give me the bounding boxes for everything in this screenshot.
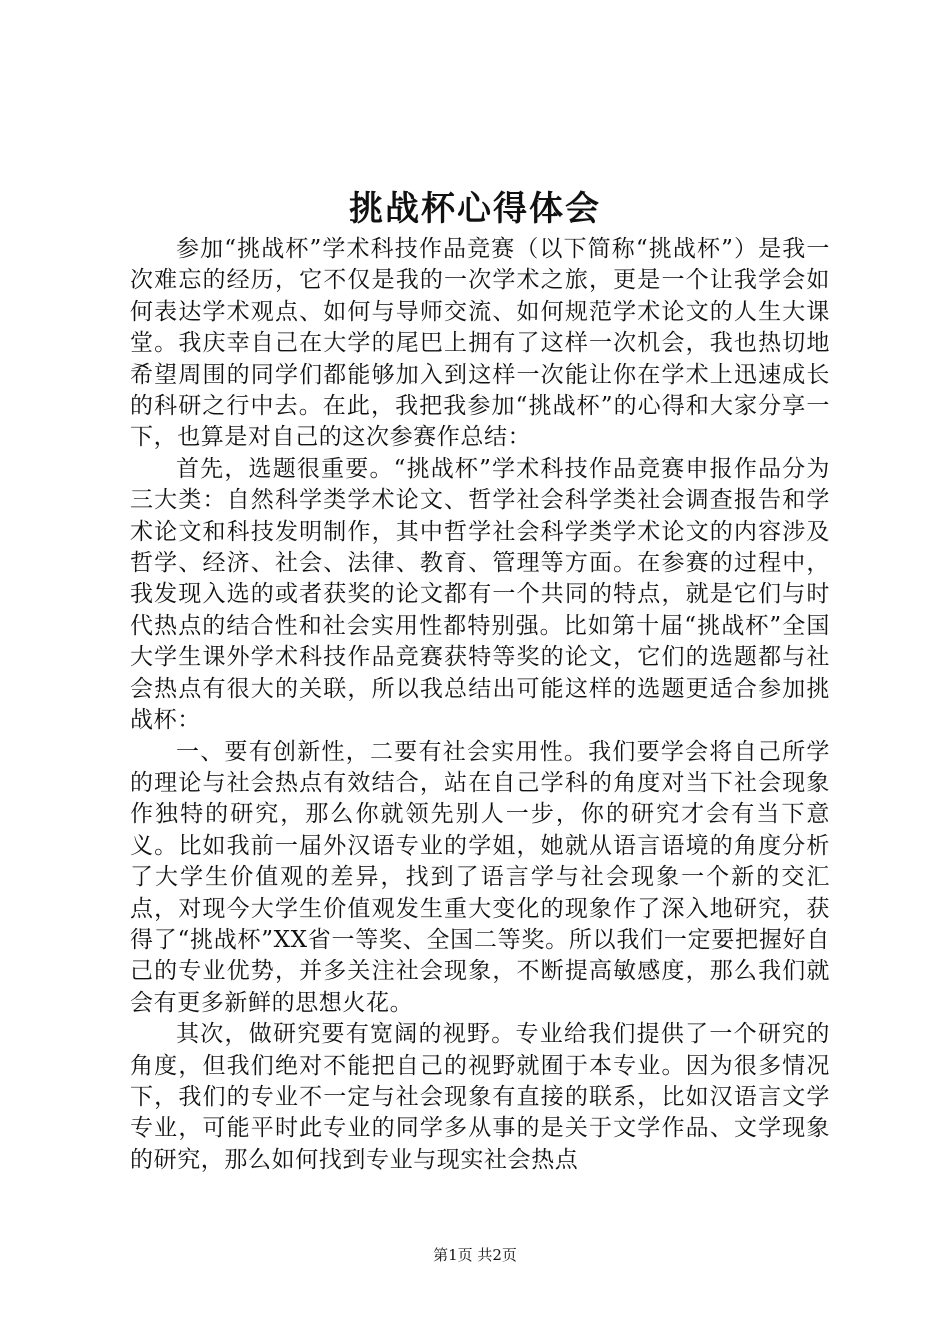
paragraph-4: 其次，做研究要有宽阔的视野。专业给我们提供了一个研究的角度，但我们绝对不能把自己的视野就囿于本专业。因为很多情况下，我们的专业不一定与社会现象有直接的联系，比如汉语言文学专业，可能平时此专业的同学多从事的是关于文学作品、文学现象的研究，那么如何找到专业与现实社会热点 — [130, 1021, 830, 1173]
page-footer: 第1页 共2页 — [433, 1246, 517, 1264]
paragraph-1: 参加“挑战杯”学术科技作品竞赛（以下简称“挑战杯”）是我一次难忘的经历，它不仅是我的一次学术之旅，更是一个让我学会如何表达学术观点、如何与导师交流、如何规范学术论文的人生大课堂。我庆幸自己在大学的尾巴上拥有了这样一次机会，我也热切地希望周围的同学们都能够加入到这样一次能让你在学术上迅速成长的科研之行中去。在此，我把我参加“挑战杯”的心得和大家分享一下，也算是对自己的这次参赛作总结： — [130, 236, 830, 451]
document-title: 挑战杯心得体会 — [349, 189, 601, 229]
paragraph-3: 一、要有创新性，二要有社会实用性。我们要学会将自己所学的理论与社会热点有效结合，站在自己学科的角度对当下社会现象作独特的研究，那么你就领先别人一步，你的研究才会有当下意义。比如我前一届外汉语专业的学姐，她就从语言语境的角度分析了大学生价值观的差异，找到了语言学与社会现象一个新的交汇点，对现今大学生价值观发生重大变化的现象作了深入地研究，获得了“挑战杯”XX省一等奖、全国二等奖。所以我们一定要把握好自己的专业优势，并多关注社会现象，不断提高敏感度，那么我们就会有更多新鲜的思想火花。 — [130, 738, 830, 1016]
paragraph-2: 首先，选题很重要。“挑战杯”学术科技作品竞赛申报作品分为三大类：自然科学类学术论文、哲学社会科学类社会调查报告和学术论文和科技发明制作，其中哲学社会科学类学术论文的内容涉及哲学、经济、社会、法律、教育、管理等方面。在参赛的过程中，我发现入选的或者获奖的论文都有一个共同的特点，就是它们与时代热点的结合性和社会实用性都特别强。比如第十届“挑战杯”全国大学生课外学术科技作品竞赛获特等奖的论文，它们的选题都与社会热点有很大的关联，所以我总结出可能这样的选题更适合参加挑战杯： — [130, 455, 830, 734]
document-body — [130, 234, 830, 1176]
